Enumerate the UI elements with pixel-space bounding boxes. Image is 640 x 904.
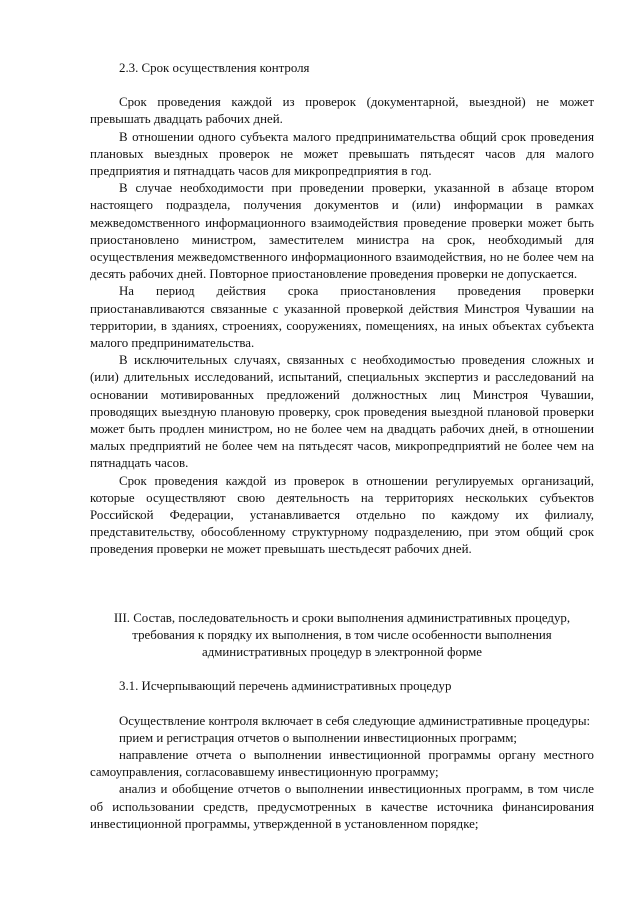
section-2-3-heading: 2.3. Срок осуществления контроля (119, 61, 310, 75)
paragraph: Срок проведения каждой из проверок (документарной, выездной) не может превышать двадцать рабочих дней. (90, 95, 594, 127)
paragraph: В исключительных случаях, связанных с необходимостью проведения сложных и (или) длительных исследований, испытаний, специальных экспертиз и расследований на основании мотивированных предложений должностных лиц Минстроя Чувашии, проводящих выездную плановую проверку, срок проведения выездной плановой проверки может быть продлен министром, но не более чем на двадцать рабочих дней, в отношении малых предприятий не более чем на пятьдесят часов, микропредприятий не более чем на пятнадцать часов. (90, 353, 594, 471)
section-3-heading-line: административных процедур в электронной форме (201, 645, 483, 660)
section-3-heading-line: III. Состав, последовательность и сроки выполнения административных процедур, (113, 610, 571, 625)
paragraph: Осуществление контроля включает в себя следующие административные процедуры: (119, 713, 591, 728)
paragraph: прием и регистрация отчетов о выполнении инвестиционных программ; (119, 730, 517, 745)
paragraph: На период действия срока приостановления проведения проверки приостанавливаются связанные с указанной проверкой действия Минстроя Чувашии на территории, в зданиях, строениях, сооружениях, помещениях, на иных объектах субъекта малого предпринимательства. (90, 284, 594, 351)
paragraph: В случае необходимости при проведении проверки, указанной в абзаце втором настоящего подраздела, получения документов и (или) информации в рамках межведомственного информационного взаимодействия проведение проверки может быть приостановлено министром, заместителем министра на срок, необходимый для осуществления межведомственного информационного взаимодействия, но не более чем на десять рабочих дней. Повторное приостановление проведения проверки не допускается. (90, 181, 594, 282)
paragraph: Срок проведения каждой из проверок в отношении регулируемых организаций, которые осуществляют свою деятельность на территориях нескольких субъектов Российской Федерации, устанавливается отдельно по каждому их филиалу, представительству, обособленному структурному подразделению, при этом общий срок проведения проверки не может превышать шестьдесят рабочих дней. (90, 473, 594, 557)
section-3-1-heading: 3.1. Исчерпывающий перечень административных процедур (119, 679, 452, 694)
document-page (90, 60, 594, 833)
section-3-heading-line: требования к порядку их выполнения, в том числе особенности выполнения (132, 627, 552, 642)
paragraph: В отношении одного субъекта малого предпринимательства общий срок проведения плановых выездных проверок не может превышать пятьдесят часов для малого предприятия и пятнадцать часов для микропредприятия в год. (90, 129, 594, 179)
paragraph: анализ и обобщение отчетов о выполнении инвестиционных программ, в том числе об использовании средств, предусмотренных в качестве источника финансирования инвестиционной программы, утвержденной в установленном порядке; (90, 782, 594, 831)
paragraph: направление отчета о выполнении инвестиционной программы органу местного самоуправления, согласовавшему инвестиционную программу; (90, 747, 594, 780)
